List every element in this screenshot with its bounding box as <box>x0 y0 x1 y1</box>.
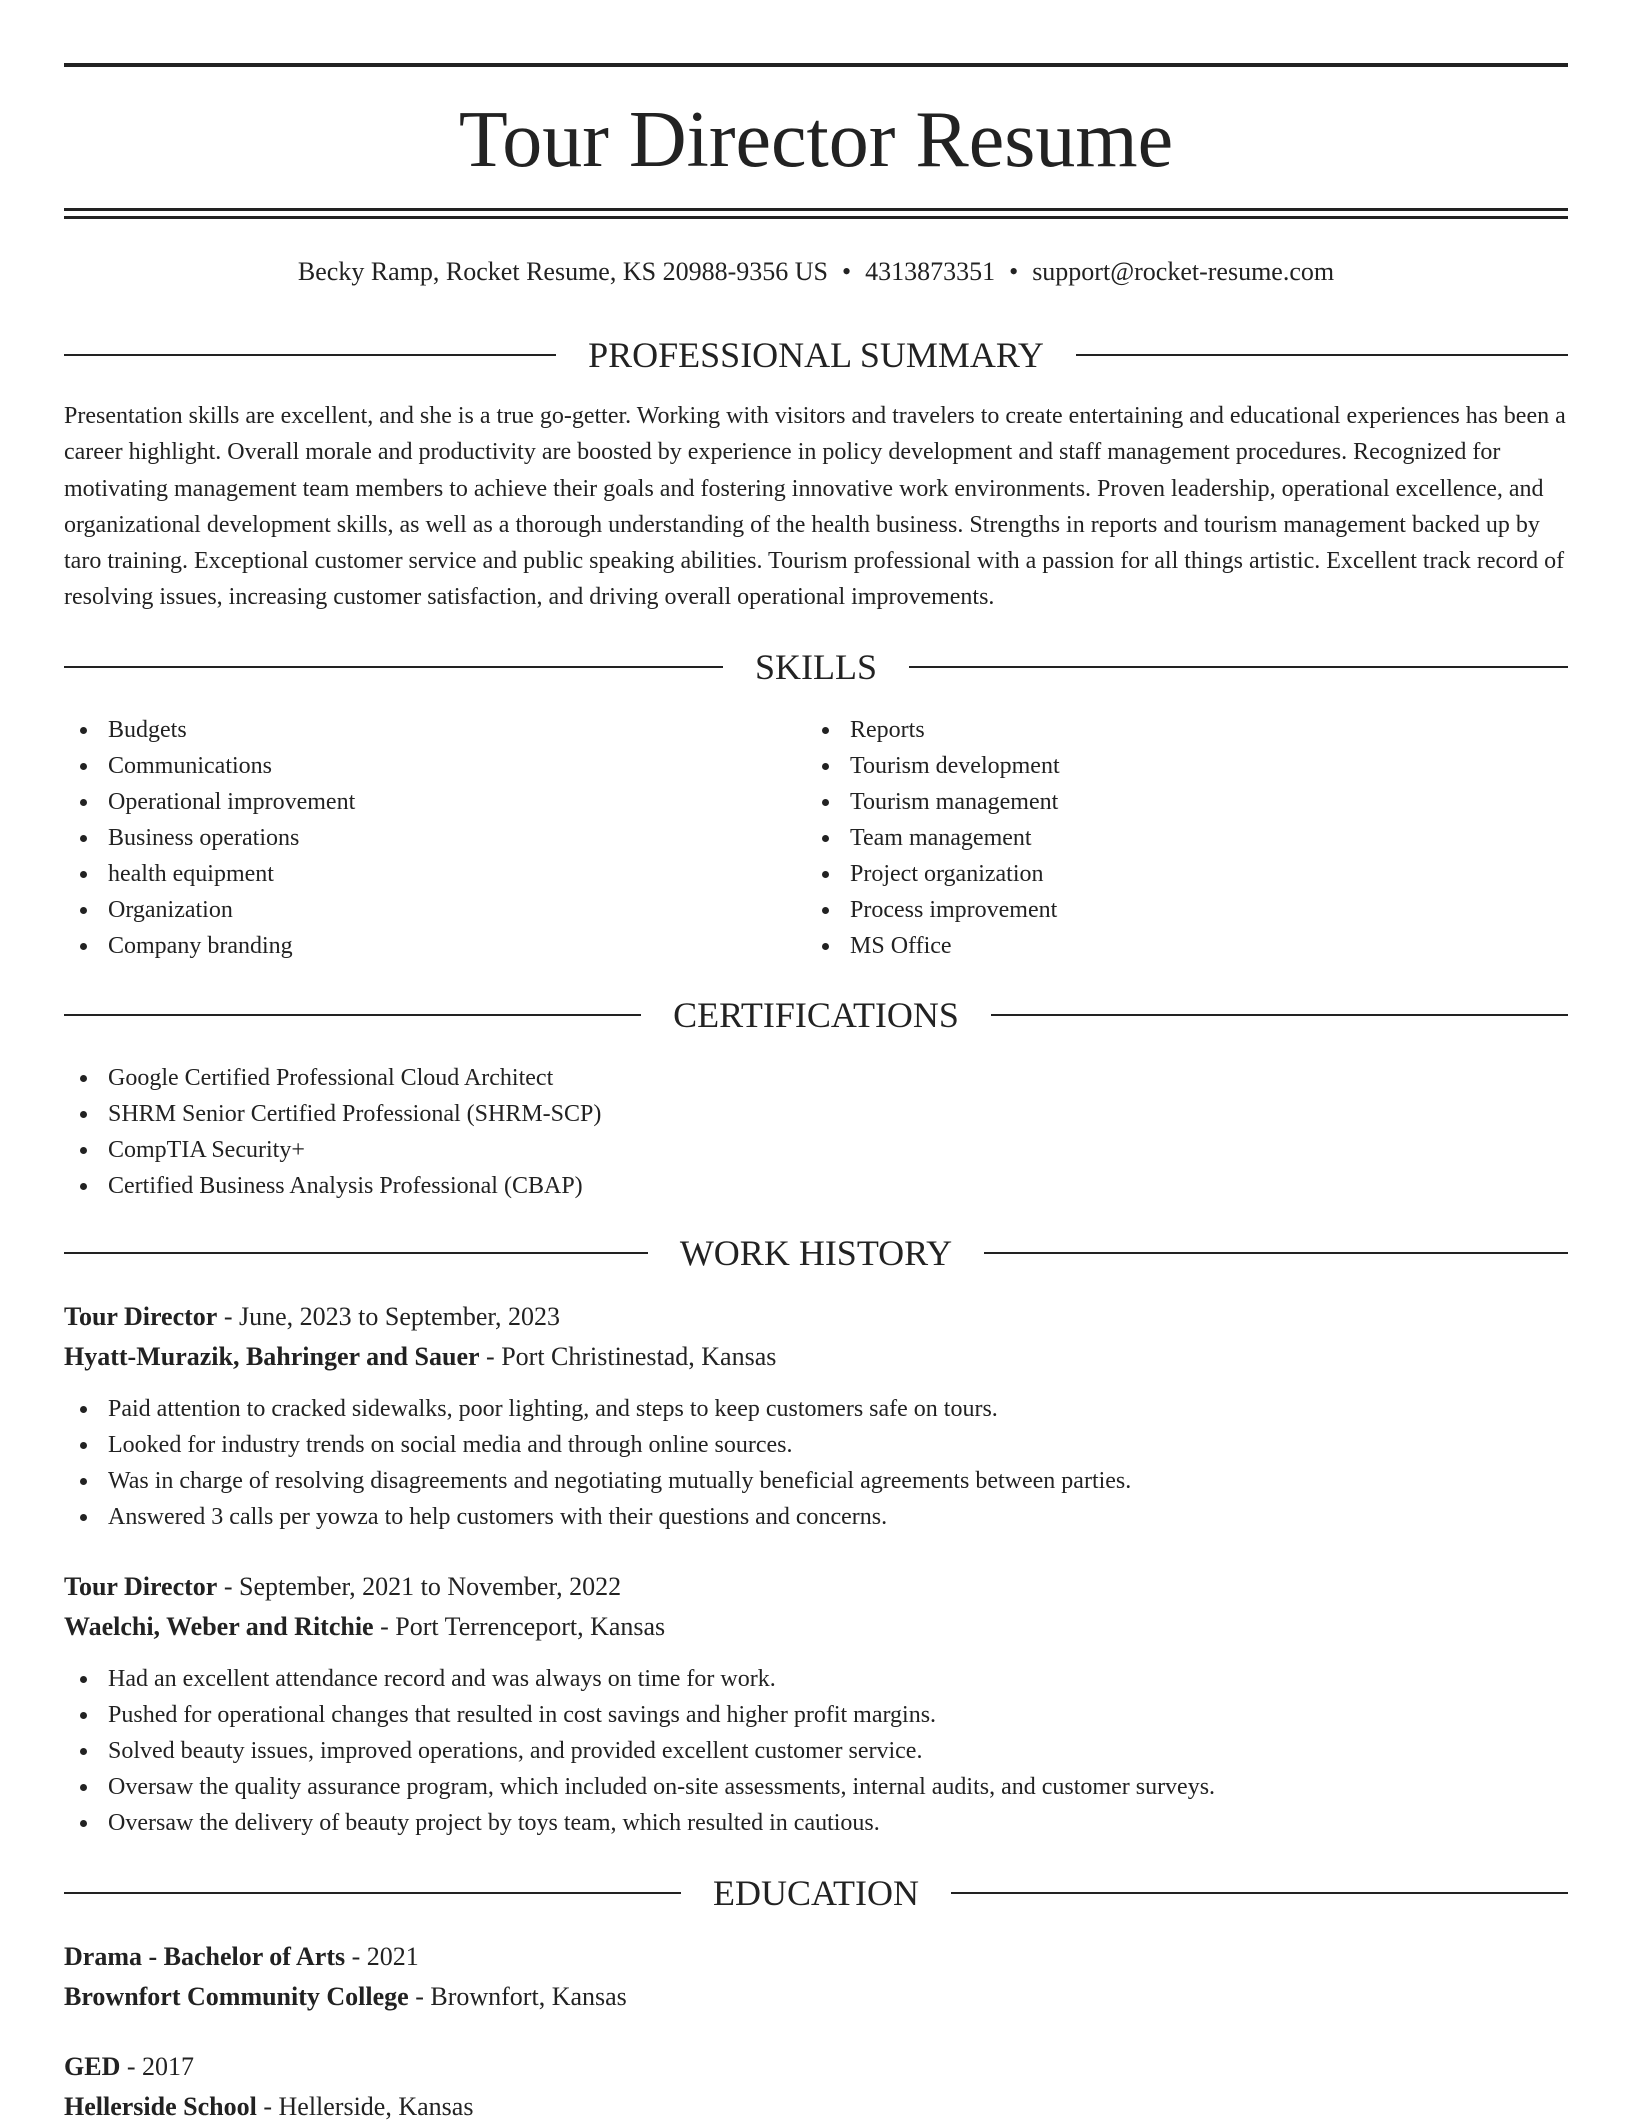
job-bullet-text: Oversaw the delivery of beauty project by toys team, which resulted in cautious. <box>108 1810 880 1836</box>
contact-line <box>64 252 1568 292</box>
skill-item <box>64 784 804 820</box>
certification-label: SHRM Senior Certified Professional (SHRM-SCP) <box>108 1101 602 1127</box>
section-heading-work-history <box>64 1229 1568 1277</box>
education-school: Hellerside School <box>64 2092 257 2121</box>
bullet-dot <box>822 763 829 770</box>
certification-item <box>64 1168 1568 1204</box>
contact-separator: • <box>841 257 852 286</box>
bullet-dot <box>822 835 829 842</box>
certification-item <box>64 1096 1568 1132</box>
job-company-line: Waelchi, Weber and Ritchie - Port Terrenceport, Kansas <box>64 1612 666 1641</box>
skill-label: Tourism development <box>850 753 1060 779</box>
job-location: Port Terrenceport, Kansas <box>395 1612 666 1641</box>
skill-label: health equipment <box>108 861 274 887</box>
bullet-dot <box>80 871 87 878</box>
skill-label: Process improvement <box>850 897 1058 923</box>
skill-item <box>806 712 1546 748</box>
certification-label: Google Certified Professional Cloud Architect <box>108 1065 554 1091</box>
section-heading-education <box>64 1869 1568 1917</box>
education-degree-line: GED - 2017 <box>64 2052 195 2081</box>
skill-label: Organization <box>108 897 233 923</box>
certification-label: CompTIA Security+ <box>108 1137 305 1163</box>
section-heading-certifications <box>64 991 1568 1039</box>
education-school: Brownfort Community College <box>64 1982 409 2011</box>
heading-rule <box>1076 354 1568 356</box>
section-title: CERTIFICATIONS <box>673 995 959 1035</box>
skill-item <box>64 928 804 964</box>
heading-rule <box>951 1892 1568 1894</box>
skill-item <box>64 892 804 928</box>
section-title: WORK HISTORY <box>679 1233 953 1273</box>
section-title: SKILLS <box>755 647 878 687</box>
bullet-dot <box>80 907 87 914</box>
job-bullet-text: Was in charge of resolving disagreements and negotiating mutually beneficial agreements between parties. <box>108 1468 1132 1494</box>
summary-text: Presentation skills are excellent, and she is a true go-getter. Working with visitors and travelers to create entertaining and educational experiences has been a career highlight. Overall morale and productivity are boosted by experience in policy development and staff management procedures. Recognized for motivating management team members to achieve their goals and fostering innovative work environments. Proven leadership, operational excellence, and organizational development skills, as well as a thorough understanding of the health business. Strengths in reports and tourism management backed up by taro training. Exceptional customer service and public speaking abilities. Tourism professional with a passion for all things artistic. Excellent track record of resolving issues, increasing customer satisfaction, and driving overall operational improvements. <box>64 403 1566 611</box>
job-title: Tour Director <box>64 1302 218 1331</box>
bullet-dot <box>80 799 87 806</box>
bullet-dot <box>80 763 87 770</box>
job-bullet <box>64 1391 1568 1427</box>
section-heading-skills <box>64 643 1568 691</box>
bullet-dot <box>80 835 87 842</box>
job-bullet <box>64 1697 1568 1733</box>
job-bullet-text: Solved beauty issues, improved operations, and provided excellent customer service. <box>108 1738 923 1764</box>
title-double-rule-lower <box>64 216 1568 219</box>
heading-rule <box>64 354 556 356</box>
job-title: Tour Director <box>64 1572 218 1601</box>
education-school-line: Hellerside School - Hellerside, Kansas <box>64 2092 474 2121</box>
skill-label: MS Office <box>850 933 952 959</box>
skill-label: Reports <box>850 717 925 743</box>
skill-item <box>806 748 1546 784</box>
heading-rule <box>984 1252 1568 1254</box>
bullet-dot <box>822 943 829 950</box>
skill-label: Project organization <box>850 861 1044 887</box>
education-year: 2021 <box>366 1942 419 1971</box>
skill-label: Operational improvement <box>108 789 356 815</box>
job-location: Port Christinestad, Kansas <box>501 1342 777 1371</box>
heading-rule <box>64 1252 648 1254</box>
heading-rule <box>64 1014 641 1016</box>
bullet-dot <box>822 907 829 914</box>
contact-email: support@rocket-resume.com <box>1032 257 1335 286</box>
bullet-dot <box>822 799 829 806</box>
education-degree: GED <box>64 2052 121 2081</box>
bullet-dot <box>80 1748 87 1755</box>
bullet-dot <box>80 1406 87 1413</box>
job-company-line: Hyatt-Murazik, Bahringer and Sauer - Port Christinestad, Kansas <box>64 1342 777 1371</box>
education-location: Hellerside, Kansas <box>278 2092 474 2121</box>
skill-item <box>806 892 1546 928</box>
certification-label: Certified Business Analysis Professional (CBAP) <box>108 1173 583 1199</box>
job-bullet <box>64 1805 1568 1841</box>
skill-item <box>806 820 1546 856</box>
skill-item <box>806 784 1546 820</box>
job-bullet <box>64 1427 1568 1463</box>
skill-item <box>64 856 804 892</box>
skill-label: Budgets <box>108 717 187 743</box>
skill-item <box>64 820 804 856</box>
job-bullets <box>64 1661 1568 1841</box>
skill-item <box>64 748 804 784</box>
bullet-dot <box>80 1183 87 1190</box>
bullet-dot <box>80 943 87 950</box>
bullet-dot <box>80 1784 87 1791</box>
job-bullet-text: Looked for industry trends on social media and through online sources. <box>108 1432 793 1458</box>
job-bullet-text: Answered 3 calls per yowza to help customers with their questions and concerns. <box>108 1504 888 1530</box>
bullet-dot <box>80 1820 87 1827</box>
education-degree-line: Drama - Bachelor of Arts - 2021 <box>64 1942 419 1971</box>
job-bullet <box>64 1463 1568 1499</box>
bullet-dot <box>80 1442 87 1449</box>
bullet-dot <box>80 1676 87 1683</box>
heading-rule <box>991 1014 1568 1016</box>
skill-label: Tourism management <box>850 789 1059 815</box>
bullet-dot <box>80 1514 87 1521</box>
job-title-line: Tour Director - September, 2021 to November, 2022 <box>64 1572 622 1601</box>
contact-address: Becky Ramp, Rocket Resume, KS 20988-9356 US <box>297 257 828 286</box>
skill-label: Company branding <box>108 933 293 959</box>
job-bullets <box>64 1391 1568 1535</box>
contact-separator: • <box>1009 257 1019 286</box>
job-bullet <box>64 1661 1568 1697</box>
heading-rule <box>909 666 1568 668</box>
skill-label: Communications <box>108 753 272 779</box>
section-heading-summary <box>64 331 1568 379</box>
section-title: PROFESSIONAL SUMMARY <box>588 335 1044 375</box>
heading-rule <box>64 666 723 668</box>
job-company: Waelchi, Weber and Ritchie <box>64 1612 374 1641</box>
skill-item <box>806 856 1546 892</box>
heading-rule <box>64 1892 681 1894</box>
job-company: Hyatt-Murazik, Bahringer and Sauer <box>64 1342 480 1371</box>
certifications-list <box>64 1060 1568 1204</box>
bullet-dot <box>822 871 829 878</box>
job-bullet <box>64 1769 1568 1805</box>
job-title-line: Tour Director - June, 2023 to September, 2023 <box>64 1302 561 1331</box>
bullet-dot <box>822 727 829 734</box>
job-bullet-text: Paid attention to cracked sidewalks, poor lighting, and steps to keep customers safe on tours. <box>108 1396 998 1422</box>
section-title: EDUCATION <box>713 1873 919 1913</box>
certification-item <box>64 1132 1568 1168</box>
job-bullet-text: Had an excellent attendance record and was always on time for work. <box>108 1666 776 1692</box>
education-location: Brownfort, Kansas <box>430 1982 627 2011</box>
education-degree: Drama - Bachelor of Arts <box>64 1942 346 1971</box>
top-rule <box>64 63 1568 67</box>
job-dates: September, 2021 to November, 2022 <box>239 1572 622 1601</box>
job-dates: June, 2023 to September, 2023 <box>239 1302 561 1331</box>
resume-title: Tour Director Resume <box>458 96 1174 184</box>
title-double-rule-upper <box>64 208 1568 211</box>
bullet-dot <box>80 1147 87 1154</box>
bullet-dot <box>80 1075 87 1082</box>
education-year: 2017 <box>142 2052 195 2081</box>
skill-label: Business operations <box>108 825 300 851</box>
education-school-line: Brownfort Community College - Brownfort, Kansas <box>64 1982 627 2011</box>
bullet-dot <box>80 1478 87 1485</box>
skill-item <box>806 928 1546 964</box>
bullet-dot <box>80 727 87 734</box>
skills-list-right <box>806 712 1546 964</box>
bullet-dot <box>80 1712 87 1719</box>
skill-item <box>64 712 804 748</box>
bullet-dot <box>80 1111 87 1118</box>
contact-phone: 4313873351 <box>865 257 996 286</box>
job-bullet <box>64 1499 1568 1535</box>
job-bullet-text: Oversaw the quality assurance program, which included on-site assessments, internal audits, and customer surveys. <box>108 1774 1216 1800</box>
job-bullet-text: Pushed for operational changes that resulted in cost savings and higher profit margins. <box>108 1702 937 1728</box>
job-bullet <box>64 1733 1568 1769</box>
skill-label: Team management <box>850 825 1032 851</box>
skills-list-left <box>64 712 804 964</box>
certification-item <box>64 1060 1568 1096</box>
